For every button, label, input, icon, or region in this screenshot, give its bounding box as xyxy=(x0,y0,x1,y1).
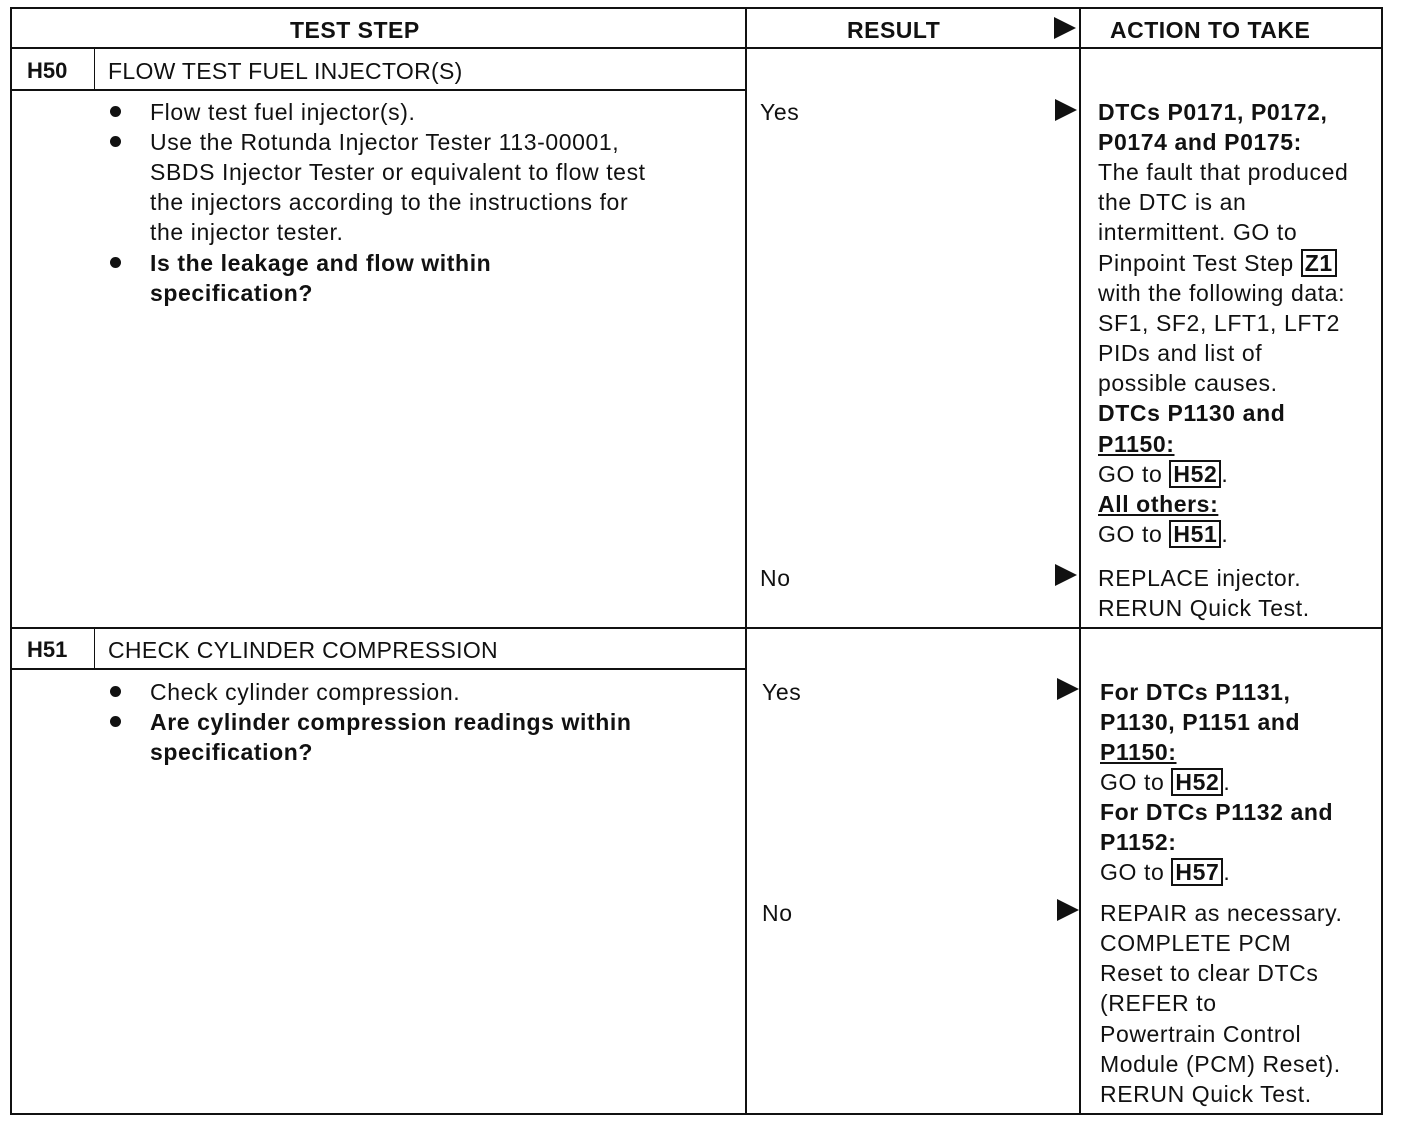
col-divider-action xyxy=(1079,7,1081,1115)
h50-code-divider xyxy=(94,49,95,89)
action-line: possible causes. xyxy=(1098,370,1278,396)
h50-bullet-2-line-4: the injector tester. xyxy=(150,219,344,245)
h51-question-line-2: specification? xyxy=(150,739,314,765)
step-ref-h57[interactable]: H57 xyxy=(1171,858,1223,886)
action-line: RERUN Quick Test. xyxy=(1098,595,1310,621)
step-title-h50: FLOW TEST FUEL INJECTOR(S) xyxy=(108,58,463,84)
action-text: GO to xyxy=(1098,461,1163,487)
ref-suffix: . xyxy=(1223,859,1231,885)
row-divider xyxy=(10,627,1383,629)
header-test-step: TEST STEP xyxy=(290,17,420,43)
action-text: GO to xyxy=(1098,521,1163,547)
frame-left xyxy=(10,7,12,1115)
h50-question-line-2: specification? xyxy=(150,280,314,306)
step-ref-h52[interactable]: H52 xyxy=(1171,768,1223,796)
step-ref-h51[interactable]: H51 xyxy=(1169,520,1221,548)
action-line-with-ref xyxy=(1098,459,1228,489)
action-line-with-ref xyxy=(1098,248,1337,278)
action-line: REPLACE injector. xyxy=(1098,565,1302,591)
frame-bottom xyxy=(10,1113,1383,1115)
header-action: ACTION TO TAKE xyxy=(1110,17,1311,43)
frame-top xyxy=(10,7,1383,9)
action-line: PIDs and list of xyxy=(1098,340,1263,366)
header-arrow-icon xyxy=(1054,17,1076,39)
h50-result-no: No xyxy=(760,565,791,591)
action-line: SF1, SF2, LFT1, LFT2 xyxy=(1098,310,1341,336)
action-text: Pinpoint Test Step xyxy=(1098,250,1294,276)
action-line: Reset to clear DTCs xyxy=(1100,960,1319,986)
bullet-icon xyxy=(110,106,121,117)
action-line: Module (PCM) Reset). xyxy=(1100,1051,1341,1077)
action-line: P1150: xyxy=(1100,739,1177,765)
ref-suffix: . xyxy=(1221,521,1229,547)
frame-right xyxy=(1381,7,1383,1115)
bullet-icon xyxy=(110,257,121,268)
h51-question-line-1: Are cylinder compression readings within xyxy=(150,709,632,735)
h51-code-divider xyxy=(94,629,95,668)
ref-suffix: . xyxy=(1221,461,1229,487)
bullet-icon xyxy=(110,716,121,727)
h51-result-yes: Yes xyxy=(762,679,802,705)
action-line: P1130, P1151 and xyxy=(1100,709,1301,735)
h50-result-yes: Yes xyxy=(760,99,800,125)
h51-title-underline xyxy=(10,668,747,670)
result-arrow-icon xyxy=(1057,899,1079,921)
action-line: with the following data: xyxy=(1098,280,1346,306)
h50-bullet-1-line-1: Flow test fuel injector(s). xyxy=(150,99,416,125)
result-arrow-icon xyxy=(1057,678,1079,700)
col-divider-step xyxy=(745,7,747,1115)
action-line: For DTCs P1132 and xyxy=(1100,799,1334,825)
action-line: For DTCs P1131, xyxy=(1100,679,1291,705)
h50-title-underline xyxy=(10,89,747,91)
step-ref-z1[interactable]: Z1 xyxy=(1301,249,1337,277)
step-code-h51: H51 xyxy=(27,637,68,662)
action-line-with-ref xyxy=(1100,857,1230,887)
h50-bullet-2-line-3: the injectors according to the instructions for xyxy=(150,189,629,215)
result-arrow-icon xyxy=(1055,99,1077,121)
header-result: RESULT xyxy=(847,17,941,43)
action-line: REPAIR as necessary. xyxy=(1100,900,1343,926)
action-line: P1152: xyxy=(1100,829,1177,855)
result-arrow-icon xyxy=(1055,564,1077,586)
action-line: Powertrain Control xyxy=(1100,1021,1302,1047)
action-line-with-ref xyxy=(1100,767,1230,797)
h51-result-no: No xyxy=(762,900,793,926)
action-line: All others: xyxy=(1098,491,1219,517)
action-line-with-ref xyxy=(1098,519,1228,549)
step-ref-h52[interactable]: H52 xyxy=(1169,460,1221,488)
action-line: The fault that produced xyxy=(1098,159,1349,185)
action-line: DTCs P0171, P0172, xyxy=(1098,99,1328,125)
action-text: GO to xyxy=(1100,859,1165,885)
bullet-icon xyxy=(110,136,121,147)
step-title-h51: CHECK CYLINDER COMPRESSION xyxy=(108,637,498,663)
h50-question-line-1: Is the leakage and flow within xyxy=(150,250,492,276)
h50-bullet-2-line-1: Use the Rotunda Injector Tester 113-00001, xyxy=(150,129,620,155)
ref-suffix: . xyxy=(1223,769,1231,795)
bullet-icon xyxy=(110,686,121,697)
action-line: P1150: xyxy=(1098,431,1175,457)
action-line: (REFER to xyxy=(1100,990,1217,1016)
step-code-h50: H50 xyxy=(27,58,68,83)
action-text: GO to xyxy=(1100,769,1165,795)
action-line: the DTC is an xyxy=(1098,189,1247,215)
h50-bullet-2-line-2: SBDS Injector Tester or equivalent to flow test xyxy=(150,159,646,185)
action-line: DTCs P1130 and xyxy=(1098,400,1286,426)
action-line: COMPLETE PCM xyxy=(1100,930,1292,956)
action-line: P0174 and P0175: xyxy=(1098,129,1302,155)
action-line: intermittent. GO to xyxy=(1098,219,1298,245)
h51-bullet-1-line-1: Check cylinder compression. xyxy=(150,679,461,705)
action-line: RERUN Quick Test. xyxy=(1100,1081,1312,1107)
header-divider xyxy=(10,47,1383,49)
